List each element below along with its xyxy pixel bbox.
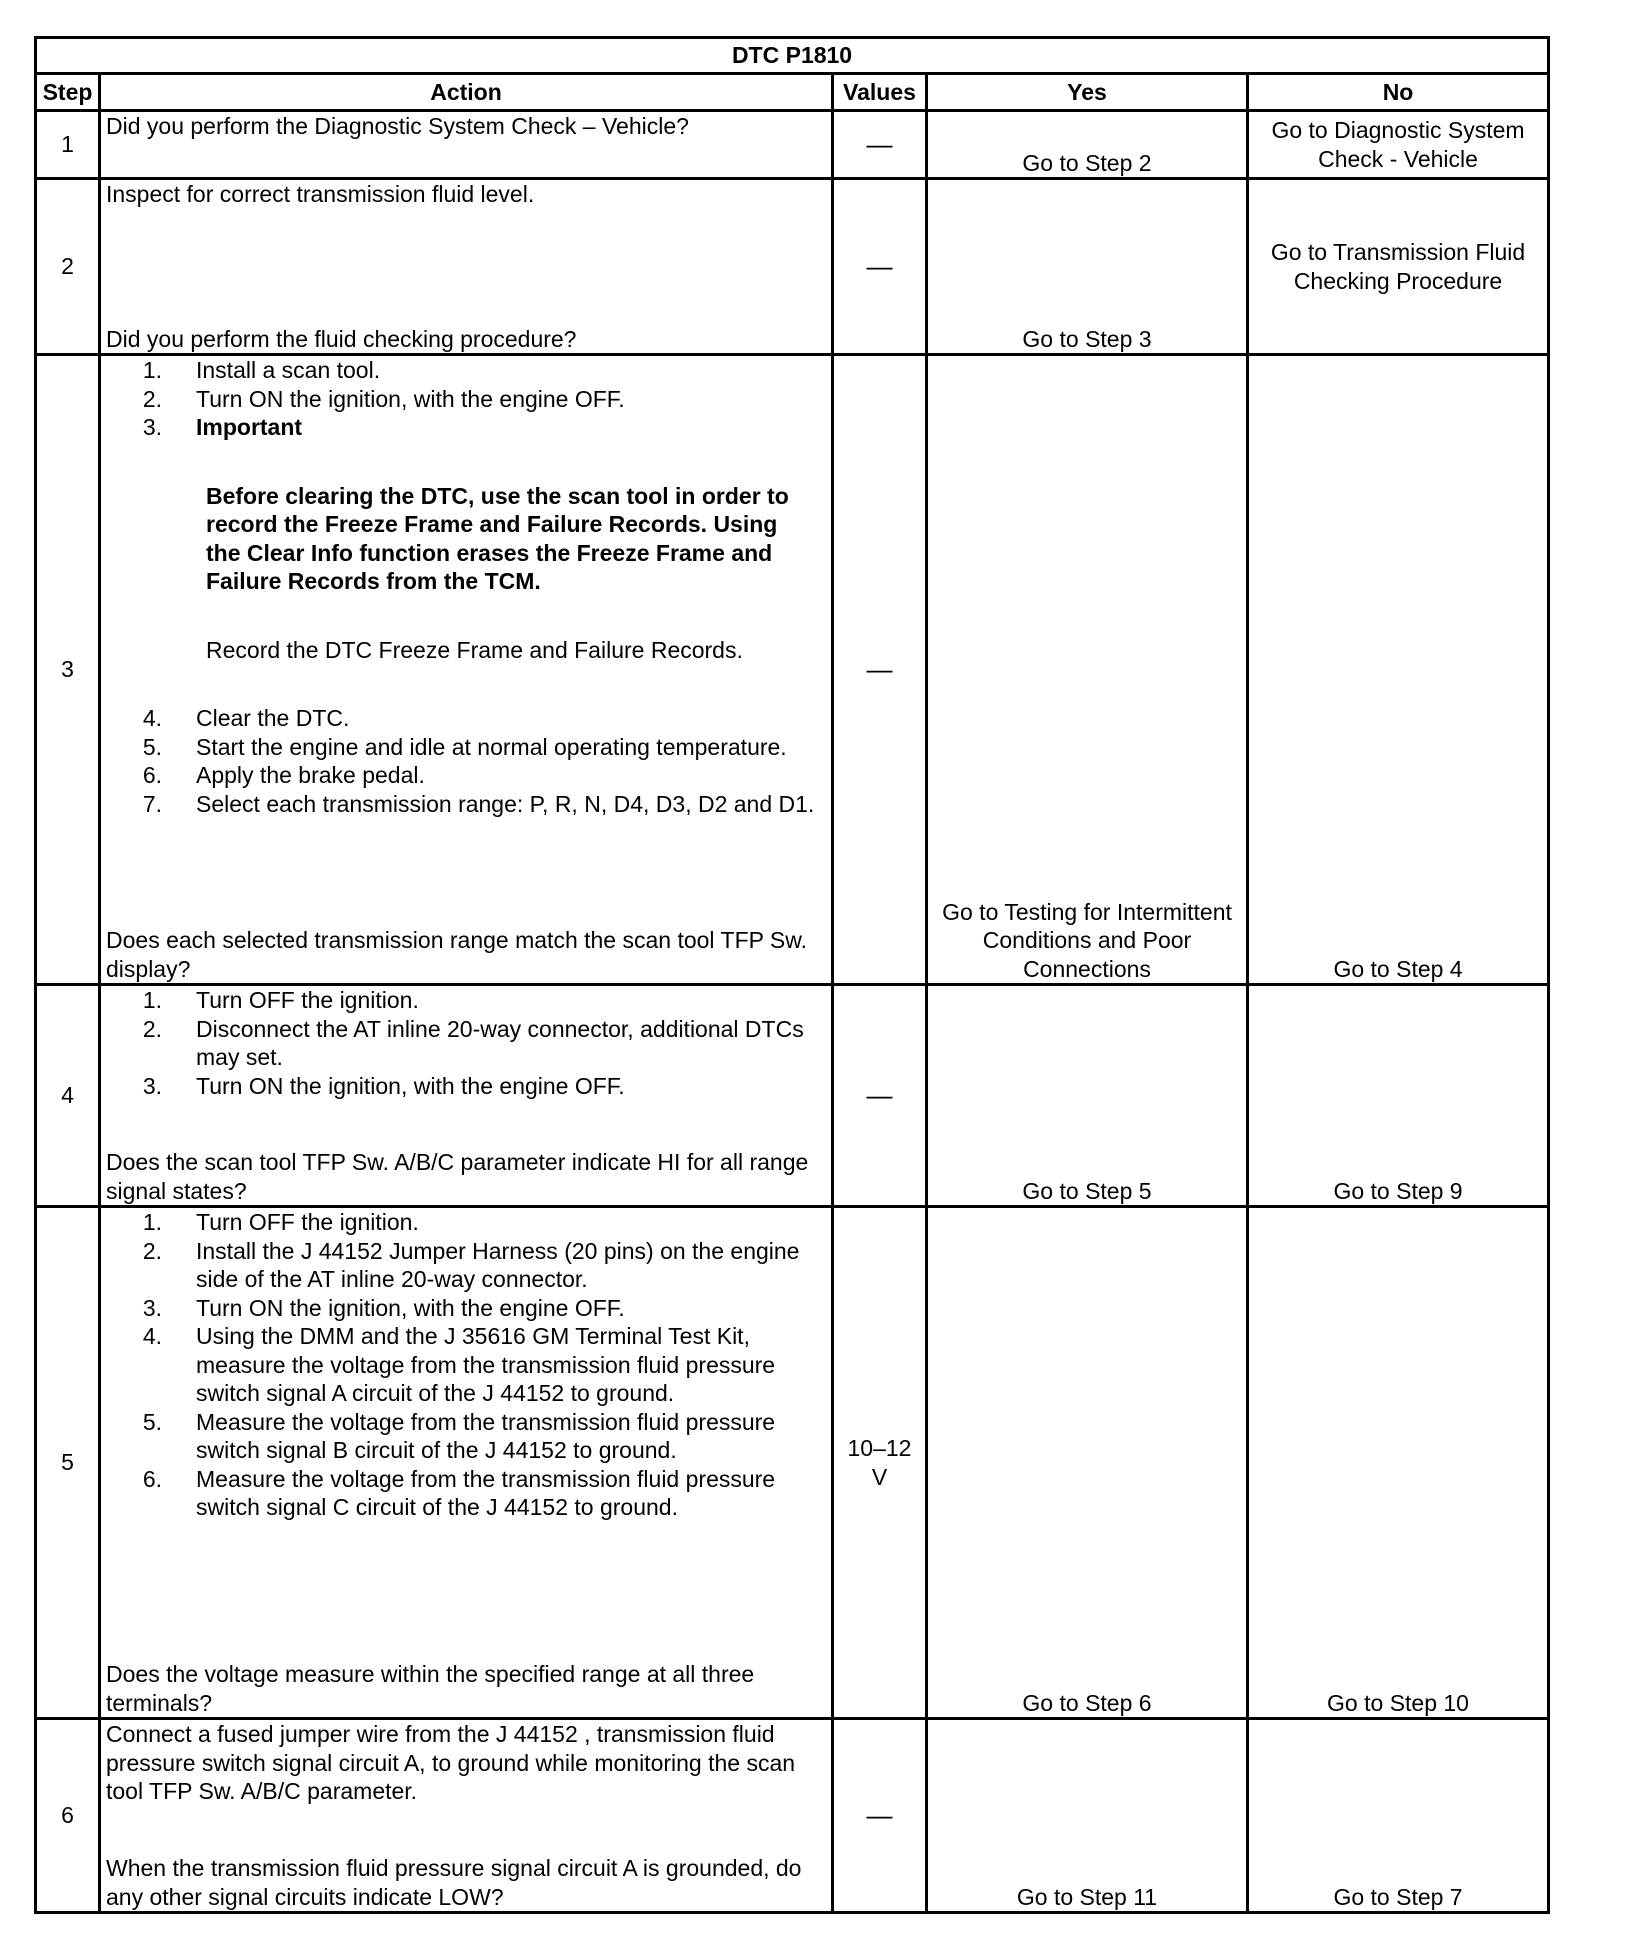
table-row-step-1 <box>36 111 1549 179</box>
list-item: 7. Select each transmission range: P, R, N, D4, D3, D2 and D1. <box>142 790 815 817</box>
step-list <box>106 1208 826 1522</box>
no-cell: Go to Step 7 <box>1248 1719 1549 1913</box>
no-cell: Go to Diagnostic System Check - Vehicle <box>1248 111 1549 179</box>
list-item: 5. Start the engine and idle at normal operating temperature. <box>142 733 787 760</box>
action-question: When the transmission fluid pressure signal circuit A is grounded, do any other signal circuits indicate LOW? <box>106 1855 802 1910</box>
list-item: 1. Turn OFF the ignition. <box>142 987 419 1013</box>
step-number: 4 <box>36 985 100 1207</box>
yes-cell: Go to Testing for Intermittent Conditions and Poor Connections <box>927 355 1248 985</box>
action-question: Does the voltage measure within the specified range at all three terminals? <box>106 1661 755 1716</box>
step-list <box>106 356 826 442</box>
action-intro: Connect a fused jumper wire from the J 44152 , transmission fluid pressure switch signal circuit A, to ground while monitoring the scan tool TFP Sw. A/B/C parameter. <box>106 1721 796 1804</box>
no-cell: Go to Step 9 <box>1248 985 1549 1207</box>
step-list <box>106 986 826 1100</box>
table-title: DTC P1810 <box>36 38 1549 74</box>
important-note: Before clearing the DTC, use the scan tool in order to record the Freeze Frame and Failure Records. Using the Clear Info function erases the Freeze Frame and Failure Records from the TCM. <box>206 482 789 594</box>
header-step: Step <box>36 74 100 111</box>
action-question: Did you perform the fluid checking procedure? <box>106 325 577 352</box>
table-row-step-5 <box>36 1207 1549 1719</box>
no-cell: Go to Step 10 <box>1248 1207 1549 1719</box>
step-number: 3 <box>36 355 100 985</box>
header-no: No <box>1248 74 1549 111</box>
step-number: 2 <box>36 179 100 355</box>
action-cell <box>100 179 833 355</box>
action-cell <box>100 1719 833 1913</box>
list-item: 6. Measure the voltage from the transmission fluid pressure switch signal C circuit of the J 44152 to ground. <box>142 1465 776 1520</box>
list-item: 2. Install the J 44152 Jumper Harness (20 pins) on the engine side of the AT inline 20-way connector. <box>142 1237 800 1292</box>
step-number: 6 <box>36 1719 100 1913</box>
table-row-step-3 <box>36 355 1549 985</box>
list-item: 5. Measure the voltage from the transmission fluid pressure switch signal B circuit of the J 44152 to ground. <box>142 1408 776 1463</box>
values-cell <box>833 1207 927 1719</box>
step-number: 1 <box>36 111 100 179</box>
list-item: 6. Apply the brake pedal. <box>142 762 425 788</box>
table-row-step-6 <box>36 1719 1549 1913</box>
action-cell <box>100 355 833 985</box>
action-question: Does each selected transmission range match the scan tool TFP Sw. display? <box>106 927 808 982</box>
values-text: — <box>866 128 893 159</box>
list-item: 3. Turn ON the ignition, with the engine OFF. <box>142 1294 625 1321</box>
values-text: — <box>866 250 893 281</box>
list-item: 1. Install a scan tool. <box>142 357 381 383</box>
header-values: Values <box>833 74 927 111</box>
action-intro: Inspect for correct transmission fluid level. <box>106 181 535 207</box>
list-item: 1. Turn OFF the ignition. <box>142 1209 419 1235</box>
action-cell <box>100 1207 833 1719</box>
dtc-table <box>34 36 1550 1914</box>
step-number: 5 <box>36 1207 100 1719</box>
list-item: 2. Disconnect the AT inline 20-way connector, additional DTCs may set. <box>142 1015 804 1070</box>
values-cell <box>833 111 927 179</box>
no-cell: Go to Transmission Fluid Checking Procedure <box>1248 179 1549 355</box>
list-item: 2. Turn ON the ignition, with the engine OFF. <box>142 385 625 412</box>
table-row-step-4 <box>36 985 1549 1207</box>
values-cell <box>833 1719 927 1913</box>
values-text: — <box>866 1079 893 1110</box>
list-item: 4. Clear the DTC. <box>142 705 350 731</box>
values-text: 10–12 V <box>847 1435 912 1490</box>
no-cell: Go to Step 4 <box>1248 355 1549 985</box>
action-cell <box>100 985 833 1207</box>
header-action: Action <box>100 74 833 111</box>
yes-cell: Go to Step 11 <box>927 1719 1248 1913</box>
yes-cell: Go to Step 6 <box>927 1207 1248 1719</box>
table-row-step-2 <box>36 179 1549 355</box>
values-cell <box>833 179 927 355</box>
list-item: 3. Important <box>142 414 303 440</box>
action-question: Does the scan tool TFP Sw. A/B/C parameter indicate HI for all range signal states? <box>106 1149 809 1204</box>
values-cell <box>833 355 927 985</box>
yes-cell: Go to Step 5 <box>927 985 1248 1207</box>
header-yes: Yes <box>927 74 1248 111</box>
list-item: 4. Using the DMM and the J 35616 GM Terminal Test Kit, measure the voltage from the transmission fluid pressure switch signal A circuit of the J 44152 to ground. <box>142 1323 776 1406</box>
yes-cell: Go to Step 2 <box>927 111 1248 179</box>
action-text: Did you perform the Diagnostic System Check – Vehicle? <box>106 113 689 139</box>
values-cell <box>833 985 927 1207</box>
values-text: — <box>866 1799 893 1830</box>
values-text: — <box>866 653 893 684</box>
list-item: 3. Turn ON the ignition, with the engine OFF. <box>142 1072 625 1099</box>
yes-cell: Go to Step 3 <box>927 179 1248 355</box>
record-note: Record the DTC Freeze Frame and Failure Records. <box>206 636 743 663</box>
step-list <box>106 704 826 818</box>
action-cell <box>100 111 833 179</box>
